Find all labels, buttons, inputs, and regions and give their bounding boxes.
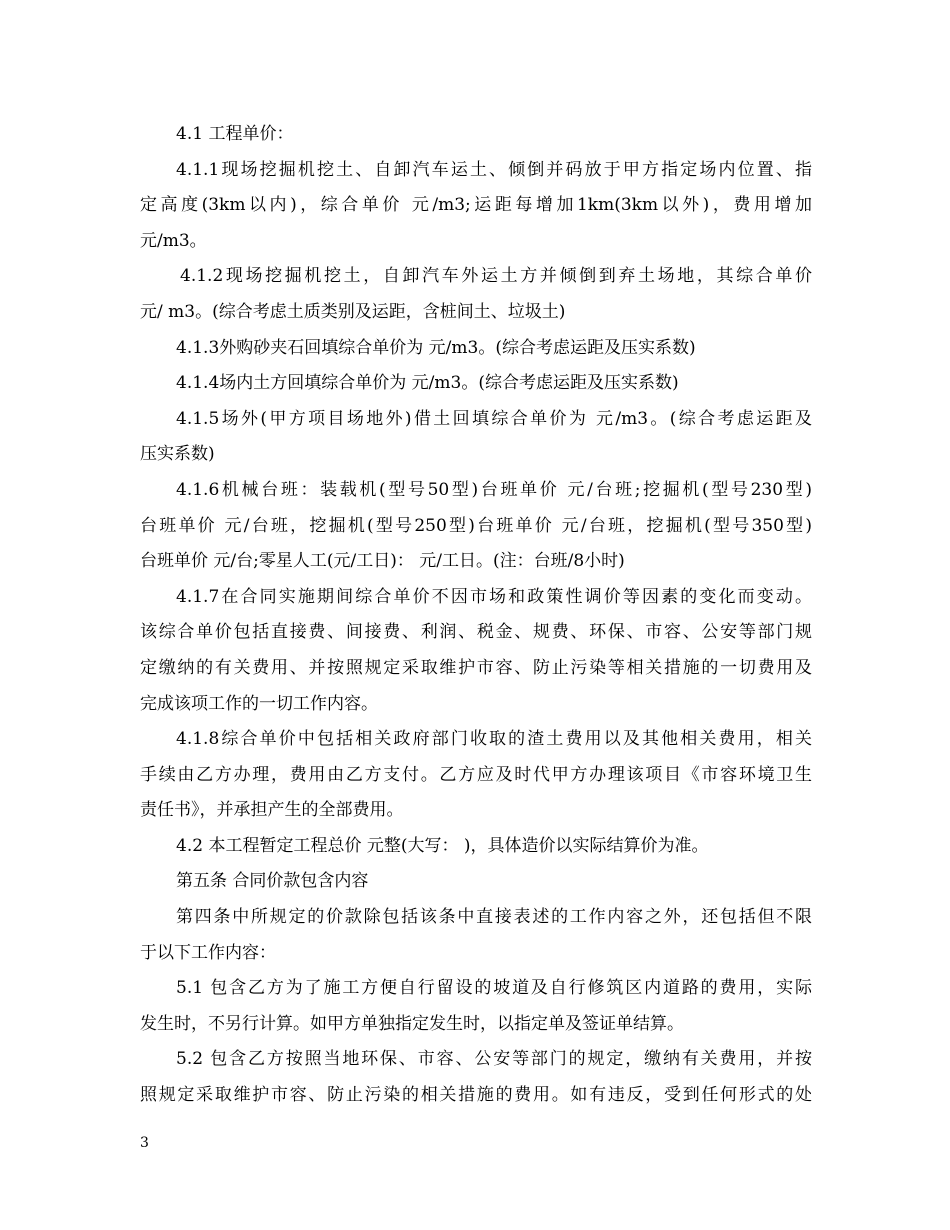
page-number: 3: [140, 1135, 149, 1151]
paragraph-line: 4.1.2现场挖掘机挖土，自卸汽车外运土方并倾倒到弃土场地，其综合单价: [180, 266, 812, 287]
paragraph-line: 4.1.4场内土方回填综合单价为 元/m3。(综合考虑运距及压实系数): [176, 373, 679, 394]
paragraph-line: 于以下工作内容：: [140, 942, 276, 963]
document-body: [140, 117, 812, 1114]
paragraph-line: 4.1.1现场挖掘机挖土、自卸汽车运土、倾倒并码放于甲方指定场内位置、指: [176, 159, 812, 180]
paragraph-line: 发生时，不另行计算。如甲方单独指定发生时，以指定单及签证单结算。: [140, 1013, 684, 1034]
paragraph-line: 4.1.6机械台班：装载机(型号50型)台班单价 元/台班;挖掘机(型号230型): [176, 479, 812, 500]
paragraph-line: 5.2 包含乙方按照当地环保、市容、公安等部门的规定，缴纳有关费用，并按: [176, 1049, 812, 1070]
paragraph-line: 手续由乙方办理，费用由乙方支付。乙方应及时代甲方办理该项目《市容环境卫生: [140, 764, 812, 785]
paragraph-line: 4.1.5场外(甲方项目场地外)借土回填综合单价为 元/m3。(综合考虑运距及: [176, 408, 812, 429]
paragraph-line: 该综合单价包括直接费、间接费、利润、税金、规费、环保、市容、公安等部门规: [140, 622, 812, 643]
paragraph-line: 第四条中所规定的价款除包括该条中直接表述的工作内容之外，还包括但不限: [176, 907, 812, 928]
section-heading: 第五条 合同价款包含内容: [176, 871, 369, 892]
paragraph-line: 定高度(3km以内)，综合单价 元/m3;运距每增加1km(3km以外)，费用增加: [140, 195, 812, 216]
paragraph-line: 元/ m3。(综合考虑土质类别及运距，含桩间土、垃圾土): [140, 301, 566, 322]
paragraph-line: 4.1.7在合同实施期间综合单价不因市场和政策性调价等因素的变化而变动。: [176, 586, 812, 607]
paragraph-line: 压实系数): [140, 444, 215, 465]
paragraph-line: 4.1.8综合单价中包括相关政府部门收取的渣土费用以及其他相关费用，相关: [176, 729, 812, 750]
paragraph-line: 4.2 本工程暂定工程总价 元整(大写： )，具体造价以实际结算价为准。: [176, 835, 709, 856]
paragraph-line: 完成该项工作的一切工作内容。: [140, 693, 378, 714]
paragraph-line: 台班单价 元/台;零星人工(元/工日)： 元/工日。(注：台班/8小时): [140, 551, 625, 572]
paragraph-line: 照规定采取维护市容、防止污染的相关措施的费用。如有违反，受到任何形式的处: [140, 1085, 812, 1106]
paragraph-line: 元/m3。: [140, 230, 207, 251]
paragraph-line: 4.1.3外购砂夹石回填综合单价为 元/m3。(综合考虑运距及压实系数): [176, 337, 696, 358]
paragraph-line: 责任书》，并承担产生的全部费用。: [140, 800, 404, 821]
paragraph-line: 台班单价 元/台班，挖掘机(型号250型)台班单价 元/台班，挖掘机(型号350型): [140, 515, 812, 536]
paragraph-line: 4.1 工程单价：: [176, 124, 294, 144]
paragraph-line: 定缴纳的有关费用、并按照规定采取维护市容、防止污染等相关措施的一切费用及: [140, 657, 812, 678]
paragraph-line: 5.1 包含乙方为了施工方便自行留设的坡道及自行修筑区内道路的费用，实际: [176, 978, 812, 999]
